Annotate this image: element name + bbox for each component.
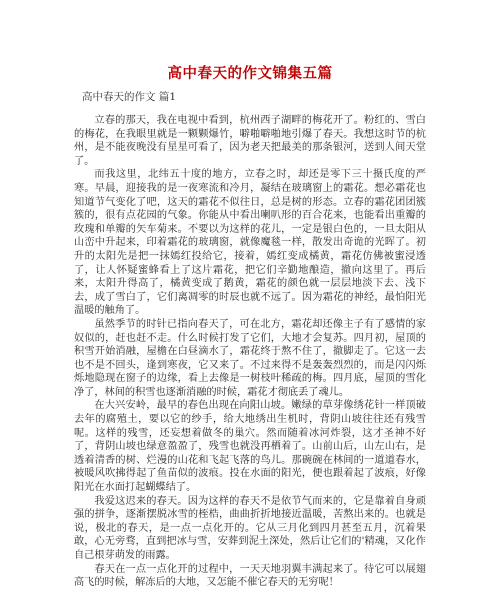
article-body xyxy=(74,114,426,590)
paragraph: 立春的那天，我在电视中看到，杭州西子湖畔的梅花开了。粉红的、雪白的梅花，在我眼里就是一颗颗爆竹，噼啪噼啪地引爆了春天。我想这时节的杭州，是不能夜晚没有星星可看了，因为老天把最美的那条银河，送到人间天堂了。 xyxy=(74,115,426,167)
document-title: 高中春天的作文锦集五篇 xyxy=(167,66,333,82)
paragraph: 而我这里，北纬五十度的地方，立春之时，却还是零下三十摄氏度的严寒。早晨，迎接我的是一夜寒流和冷月，凝结在玻璃窗上的霜花。想必霜花也知道节气变化了吧，这天的霜花不似往日，总是树的形态。立春的霜花团团簇簇的，很有点花园的气象。你能从中看出喇叭形的百合花来，也能看出重瓣的玫瑰和单瓣的矢车菊来。不要以为这样的花儿，一定是银白色的，一旦太阳从山峦中升起来，印着霜花的玻璃窗，就像魔毯一样，散发出奇诡的光晖了。初升的太阳先是把一抹嫣红投给它，接着，嫣红变成橘黄，霜花仿佛被蜜浸透了，让人怀疑蜜蜂看上了这片霜花，把它们辛勤地酿造，撤向这里了。再后来，太阳升得高了，橘黄变成了鹅黄，霜花的颜色就一层层地淡下去、浅下去，成了雪白了，它们离凋零的时辰也就不远了。因为霜花的神经，最怕阳光温暖的触角了。 xyxy=(74,169,426,317)
paragraph: 春天在一点一点化开的过程中，一天天地羽翼丰满起来了。待它可以展翅高飞的时候，解冻后的大地，又怎能不催它春天的无穷呢！ xyxy=(74,563,426,589)
section-heading: 高中春天的作文 篇1 xyxy=(82,91,177,103)
paragraph: 我爱这迟来的春天。因为这样的春天不是依节气而来的，它是靠着自身顽强的拼争，逐渐摆脱冰雪的桎梏，曲曲折折地接近温暖，苦熬出来的。也就是说，极北的春天，是一点一点化开的。它从三月化到四月甚至五月，沉着果敢，心无旁骛，直到把冰与雪，安葬到泥土深处，然后让它们的'精魂，又化作自己根芽萌发的雨露。 xyxy=(74,495,426,561)
paragraph: 虽然季节的时针已指向春天了，可在北方，霜花却还像主子有了感情的家奴似的，赶也赶不走。什么时候打发了它们，大地才会复苏。四月初，屋顶的积雪开始消融，屋檐在白昼滴水了，霜花终于熬不住了，撤脚走了。它这一去也不是不回头，逢到寒夜，它又来了。不过来得不是轰轰烈烈的，而是闪闪烁烁地隐现在窗子的边缘，看上去像是一树枝叶稀疏的梅。四月底，屋顶的雪化净了，林间的积雪也逐渐消融的时候，霜花才彻底丢了魂儿。 xyxy=(74,318,426,398)
paragraph: 在大兴安岭，最早的春色出现在向阳山坡。嫩绿的草芽像绣花针一样顶破去年的腐殖土，要以它的纱手，给大地绣出生机时，背阴山坡往往还有残雪呢。这样的残雪，还妄想着做冬的巢穴。然而随着冰河炸裂，这才圣神不好了，背阴山坡也绿意盈盈了，残雪也就没再栖着了。山前山后，山左山右，是透着清香的树、烂漫的山花和飞起飞落的鸟儿。那碗碗在林间的一道道春水，被暖风吹拂得起了鱼苗似的波痕。投在水面的阳光，便也跟着起了波痕，好像阳光在水面打起蝴蝶结了。 xyxy=(74,400,426,494)
